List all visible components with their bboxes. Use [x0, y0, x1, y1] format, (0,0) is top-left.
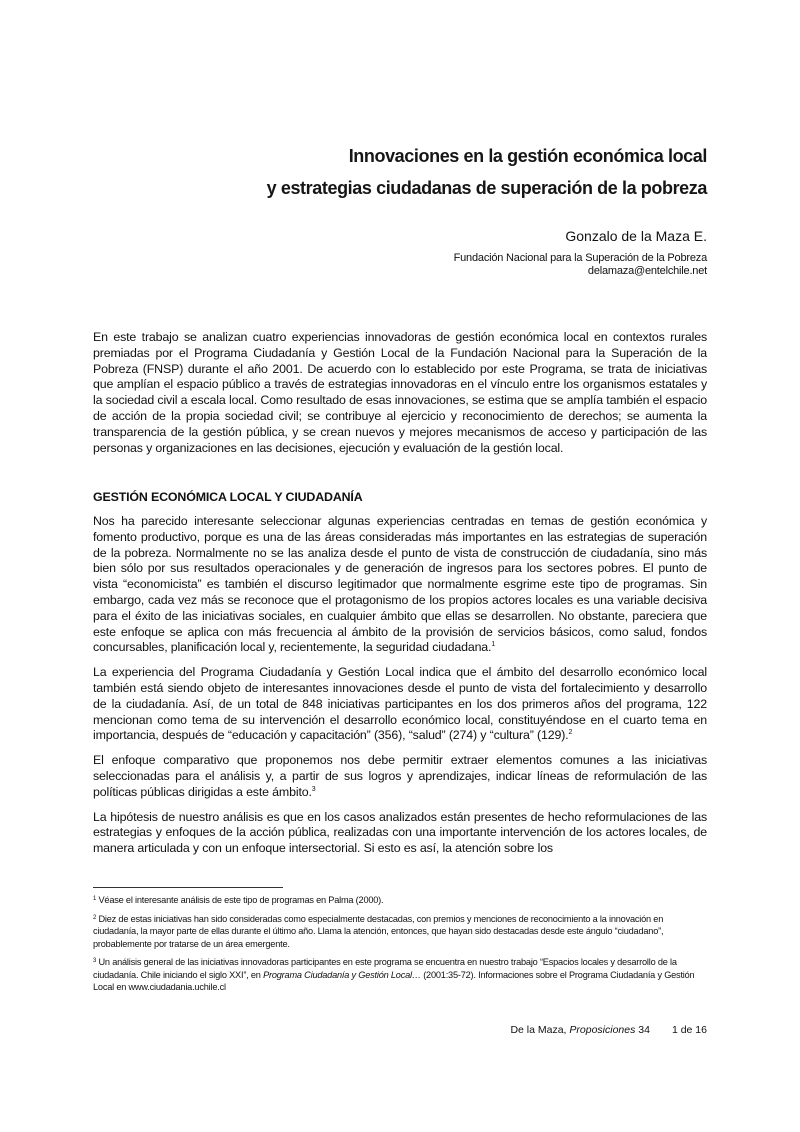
footnotes	[93, 894, 707, 1000]
paragraph-3-text: El enfoque comparativo que proponemos nos debe permitir extraer elementos comunes a las iniciativas seleccionadas para el análisis y, a partir de sus logros y aprendizajes, indicar líneas de reformulación de las políticas públicas dirigidas a este ámbito.	[93, 753, 707, 799]
paragraph-1-text: Nos ha parecido interesante seleccionar algunas experiencias centradas en temas de gestión económica y fomento productivo, porque es una de las áreas consideradas más importantes en las estrategias de superación de la pobreza. Normalmente no se las analiza desde el punto de vista de construcción de ciudadanía, sino más bien sólo por sus resultados operacionales y de generación de ingresos para los sectores pobres. El punto de vista “economicista” es también el discurso legitimador que normalmente esgrime este tipo de programas. Sin embargo, cada vez más se reconoce que el protagonismo de los propios actores locales es una variable decisiva para el éxito de las iniciativas sociales, en cualquier ámbito que ellas se desarrollen. No obstante, pareciera que este enfoque se aplica con más frecuencia al ámbito de la provisión de servicios básicos, como salud, fondos concursables, planificación local y, recientemente, la seguridad ciudadana.	[93, 514, 707, 655]
paragraph-3	[93, 753, 707, 800]
section-body	[93, 514, 707, 866]
footnote-ref-2: 2	[568, 729, 573, 737]
footnote-2-number: 2	[93, 914, 97, 921]
footnote-2	[93, 913, 707, 951]
footnote-3-text-post: (2001:35-72). Informaciones sobre el Programa Ciudadanía y Gestión Local en www.ciudadania.uchile.cl	[93, 969, 695, 992]
title-block	[267, 140, 707, 204]
paragraph-1	[93, 514, 707, 656]
author-block	[454, 226, 707, 278]
footnote-3-number: 3	[93, 958, 97, 964]
footnote-3-text-pre: Un análisis general de las iniciativas innovadoras participantes en este programa se encuentra en nuestro trabajo “Espacios locales y desarrollo de la ciudadanía. Chile iniciando el siglo XXI”, en	[93, 957, 677, 980]
page-footer	[510, 1024, 707, 1036]
footer-journal: Proposiciones	[569, 1024, 636, 1036]
footnote-3	[93, 956, 707, 994]
abstract	[93, 330, 707, 465]
author-email: delamaza@entelchile.net	[587, 265, 707, 277]
title-line-1: Innovaciones en la gestión económica local	[348, 146, 707, 166]
paragraph-2-text: La experiencia del Programa Ciudadanía y Gestión Local indica que el ámbito del desarrollo económico local también está siendo objeto de interesantes innovaciones desde el punto de vista del fortalecimiento y desarrollo de la ciudadanía. Así, de un total de 848 iniciativas participantes en los dos primeros años del programa, 122 mencionan como tema de su intervención el desarrollo económico local, constituyéndose en el cuarto tema en importancia, después de “educación y capacitación” (356), “salud” (274) y “cultura” (129).	[93, 665, 707, 743]
author-institution: Fundación Nacional para la Superación de la Pobreza	[453, 252, 707, 264]
title-line-2: y estrategias ciudadanas de superación de la pobreza	[266, 178, 707, 198]
section-heading: GESTIÓN ECONÓMICA LOCAL Y CIUDADANÍA	[93, 490, 363, 504]
author-name: Gonzalo de la Maza E.	[565, 228, 707, 244]
footer-author: De la Maza,	[510, 1024, 570, 1036]
abstract-paragraph: En este trabajo se analizan cuatro experiencias innovadoras de gestión económica local en contextos rurales premiadas por el Programa Ciudadanía y Gestión Local de la Fundación Nacional para la Superación de la Pobreza (FNSP) durante el año 2001. De acuerdo con lo establecido por este Programa, se trata de iniciativas que amplían el espacio público a través de estrategias innovadoras en el vínculo entre los organismos estatales y la sociedad civil a escala local. Como resultado de esas innovaciones, se estima que se amplía también el espacio de acción de la propia sociedad civil; se contribuye al ejercicio y reconocimiento de derechos; se aumenta la transparencia de la gestión pública, y se crean nuevos y mejores mecanismos de acceso y participación de las personas y organizaciones en las decisiones, ejecución y evaluación de la gestión local.	[93, 330, 707, 455]
page-number: 1 de 16	[671, 1024, 707, 1036]
footnote-1	[93, 894, 707, 907]
footnote-2-text: Diez de estas iniciativas han sido consideradas como especialmente destacadas, con premios y menciones de reconocimiento a la innovación en ciudadanía, la mayor parte de ellas durante el último año. Llama la atención, entonces, que hayan sido destacadas desde este ángulo “ciudadano”, probablemente por tratarse de un área emergente.	[93, 913, 664, 949]
footer-issue: 34	[635, 1024, 650, 1036]
footnote-1-number: 1	[93, 896, 97, 902]
footnote-ref-3: 3	[311, 785, 316, 793]
paragraph-2	[93, 665, 707, 744]
footnote-divider	[93, 887, 283, 888]
footnote-ref-1: 1	[491, 641, 496, 649]
paragraph-4: La hipótesis de nuestro análisis es que en los casos analizados están presentes de hecho reformulaciones de las estrategias y enfoques de la acción pública, realizadas con una importante intervención de los actores locales, de manera articulada y con un enfoque intersectorial. Si esto es así, la atención sobre los	[93, 809, 707, 856]
footnote-1-text: Véase el interesante análisis de este tipo de programas en Palma (2000).	[98, 895, 384, 905]
footnote-3-italic-title: Programa Ciudadanía y Gestión Local…	[263, 969, 421, 980]
